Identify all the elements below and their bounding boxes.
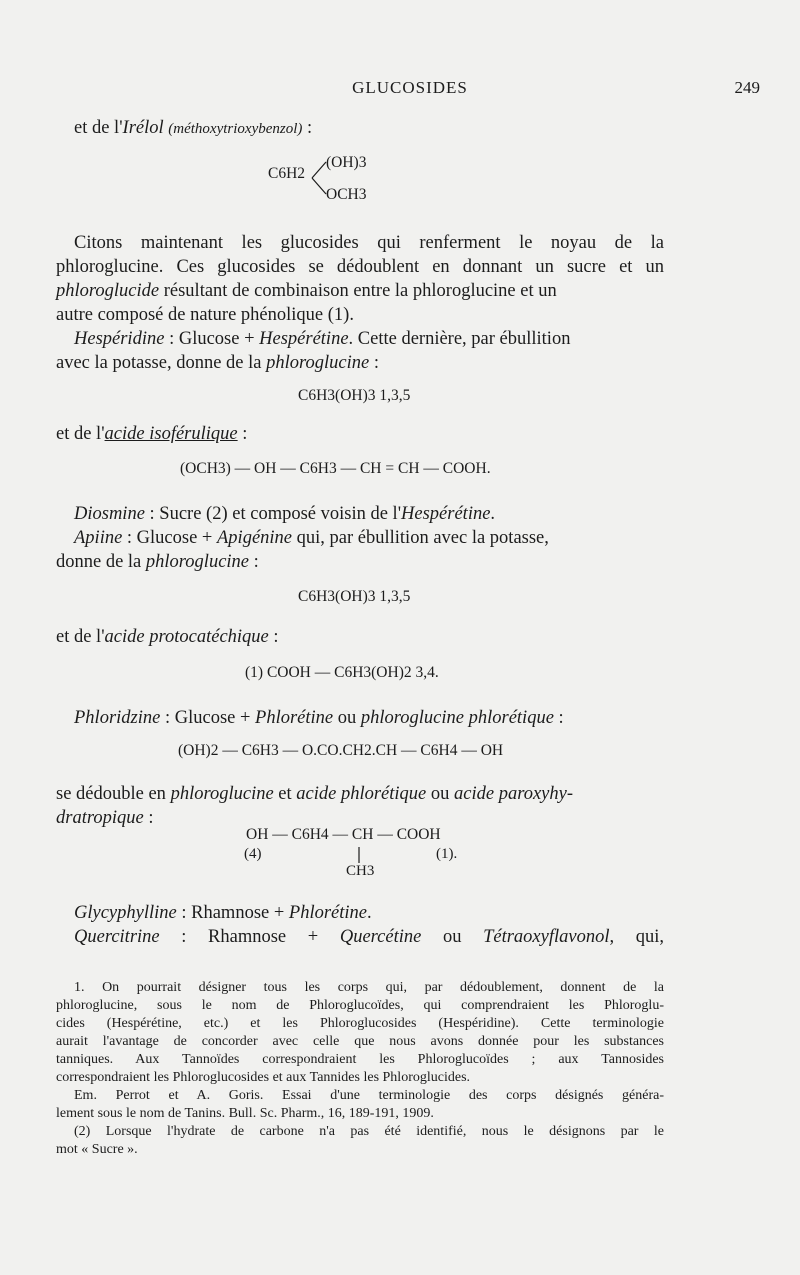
- acide-proto-suffix: :: [268, 627, 279, 647]
- formula-paroxy-methyl: CH3: [346, 863, 375, 879]
- hesperidine-phloroglucine: phloroglucine: [266, 353, 370, 373]
- formula-phloridzine: (OH)2 — C6H3 — O.CO.CH2.CH — C6H4 — OH: [178, 742, 504, 759]
- phloretine-name: Phlorétine: [255, 708, 334, 728]
- diosmine-line: [74, 502, 664, 526]
- footnote-2-line2: mot « Sucre ».: [56, 1142, 138, 1157]
- quercetine-name: Quercétine: [339, 927, 422, 947]
- apiine-line2a: donne de la: [56, 552, 146, 572]
- irelol-prefix: et de l': [74, 118, 123, 138]
- formula-paroxy-left-pos: (4): [244, 846, 262, 862]
- diosmine-ref: Hespérétine: [401, 504, 491, 524]
- dedouble-phloroglucine: phloroglucine: [170, 784, 274, 804]
- apiine-name: Apiine: [74, 528, 123, 548]
- footnote-2-line1: (2) Lorsque l'hydrate de carbone n'a pas été identifié, nous le désignons par le: [74, 1124, 664, 1139]
- footnote-1-line6: correspondraient les Phloroglucosides et aux Tannides les Phloroglucides.: [56, 1070, 471, 1085]
- footnote-1-line3: cides (Hespérétine, etc.) et les Phloroglucosides (Hespéridine). Cette terminologie: [56, 1016, 664, 1031]
- formula-isoferulique: (OCH3) — OH — C6H3 — CH = CH — COOH.: [180, 460, 491, 477]
- irelol-formula-bottom: OCH3: [326, 186, 367, 203]
- phloridzine-mid: ou: [333, 708, 361, 728]
- diosmine-end: .: [490, 504, 496, 524]
- irelol-parenthetical: (méthoxytrioxybenzol): [168, 121, 303, 137]
- phloridzine-rest1: : Glucose +: [160, 708, 256, 728]
- hesperidine-line2a: avec la potasse, donne de la: [56, 353, 267, 373]
- footnote-1-line5: tanniques. Aux Tannoïdes correspondraient les Phloroglucoïdes ; aux Tannosides: [56, 1052, 664, 1067]
- dedouble-line: [56, 782, 664, 806]
- para1-line2: phloroglucine. Ces glucosides se dédoublent en donnant un sucre et un: [56, 257, 664, 277]
- apiine-line2: [56, 550, 664, 574]
- dedouble-a: se dédouble en: [56, 784, 171, 804]
- formula-phloroglucine-1: C6H3(OH)3 1,3,5: [298, 387, 411, 404]
- irelol-formula: [268, 165, 305, 183]
- glycyphylline-line: [74, 901, 664, 925]
- dedouble-line2-end: :: [143, 808, 154, 828]
- formula-paroxy-bond: [356, 846, 362, 864]
- phloridzine-name: Phloridzine: [74, 708, 161, 728]
- quercitrine-end: , qui,: [609, 927, 664, 947]
- acide-proto-prefix: et de l': [56, 627, 105, 647]
- dedouble-acide-phloretique: acide phlorétique: [296, 784, 427, 804]
- header-title: GLUCOSIDES: [352, 78, 468, 97]
- phloroglucine-phloretique: phloroglucine phlorétique: [360, 708, 554, 728]
- acide-iso-prefix: et de l': [56, 424, 105, 444]
- hesperidine-rest2: . Cette dernière, par ébullition: [348, 329, 571, 349]
- dedouble-e: ou: [426, 784, 455, 804]
- hesperidine-line2c: :: [369, 353, 379, 373]
- hesperetine-name: Hespérétine: [259, 329, 349, 349]
- irelol-formula-top: (OH)3: [326, 154, 367, 171]
- para1-line3-text: résultant de combinaison entre la phloroglucine et un: [163, 281, 557, 301]
- footnote-reference-line1: Em. Perrot et A. Goris. Essai d'une terminologie des corps désignés généra-: [74, 1088, 664, 1103]
- footnote-reference-line2: lement sous le nom de Tanins. Bull. Sc. Pharm., 16, 189-191, 1909.: [56, 1106, 434, 1121]
- quercitrine-name: Quercitrine: [74, 927, 160, 947]
- glycyphylline-product: Phlorétine: [288, 903, 368, 923]
- apiine-rest1: : Glucose +: [122, 528, 217, 548]
- diosmine-rest: : Sucre (2) et composé voisin de l': [144, 504, 402, 524]
- apiine-line2c: :: [249, 552, 259, 572]
- formula-phloroglucine-2: C6H3(OH)3 1,3,5: [298, 588, 411, 605]
- acide-isoferulique: acide isoférulique: [104, 424, 238, 444]
- glycyphylline-rest: : Rhamnose +: [176, 903, 289, 923]
- phloridzine-end: :: [553, 708, 564, 728]
- apiine-rest2: qui, par ébullition avec la potasse,: [292, 528, 549, 548]
- acide-iso-line: [56, 422, 664, 446]
- hesperidine-name: Hespéridine: [74, 329, 165, 349]
- acide-protocatechique: acide protocatéchique: [104, 627, 269, 647]
- apiine-phloroglucine: phloroglucine: [145, 552, 250, 572]
- formula-paroxy-main: OH — C6H4 — CH — COOH: [246, 826, 441, 843]
- footnote-1-line2: phloroglucine, sous le nom de Phloroglucoïdes, qui comprendraient les Phloroglu-: [56, 998, 664, 1013]
- dedouble-dratropique: dratropique: [56, 808, 144, 828]
- hesperidine-line: [74, 327, 664, 351]
- para1-line3: [56, 279, 664, 303]
- tetraoxyflavonol-name: Tétraoxyflavonol: [483, 927, 610, 947]
- page-number: 249: [734, 78, 760, 97]
- acide-iso-suffix: :: [237, 424, 248, 444]
- acide-proto-line: [56, 625, 664, 649]
- dedouble-acide-paroxy: acide paroxyhy-: [454, 784, 574, 804]
- diosmine-name: Diosmine: [74, 504, 145, 524]
- irelol-suffix: :: [302, 118, 313, 138]
- irelol-name: Irélol: [122, 118, 164, 138]
- formula-paroxy-right-pos: (1).: [436, 846, 458, 862]
- para1-line1: Citons maintenant les glucosides qui renferment le noyau de la: [74, 233, 664, 253]
- quercitrine-line: [74, 925, 664, 949]
- footnote-1-line4: aurait l'avantage de concorder avec celle que nous avons donnée pour les substances: [56, 1034, 664, 1049]
- glycyphylline-end: .: [367, 903, 372, 923]
- hesperidine-line2: [56, 351, 664, 375]
- footnote-1-line1: 1. On pourrait désigner tous les corps qui, par dédoublement, donnent de la: [74, 980, 664, 995]
- quercitrine-mid: ou: [421, 927, 484, 947]
- glycyphylline-name: Glycyphylline: [74, 903, 177, 923]
- quercitrine-rest1: : Rhamnose +: [159, 927, 340, 947]
- running-header: [60, 78, 760, 102]
- para1-line4: autre composé de nature phénolique (1).: [56, 305, 354, 325]
- apigenine-name: Apigénine: [217, 528, 293, 548]
- dedouble-c: et: [273, 784, 297, 804]
- irelol-line: [74, 116, 664, 141]
- phloroglucide-term: phloroglucide: [56, 281, 160, 301]
- phloridzine-line: [74, 706, 664, 730]
- formula-protocatechique: (1) COOH — C6H3(OH)2 3,4.: [245, 664, 439, 681]
- irelol-formula-base: C6H2: [268, 165, 306, 182]
- apiine-line: [74, 526, 664, 550]
- hesperidine-rest1: : Glucose +: [164, 329, 260, 349]
